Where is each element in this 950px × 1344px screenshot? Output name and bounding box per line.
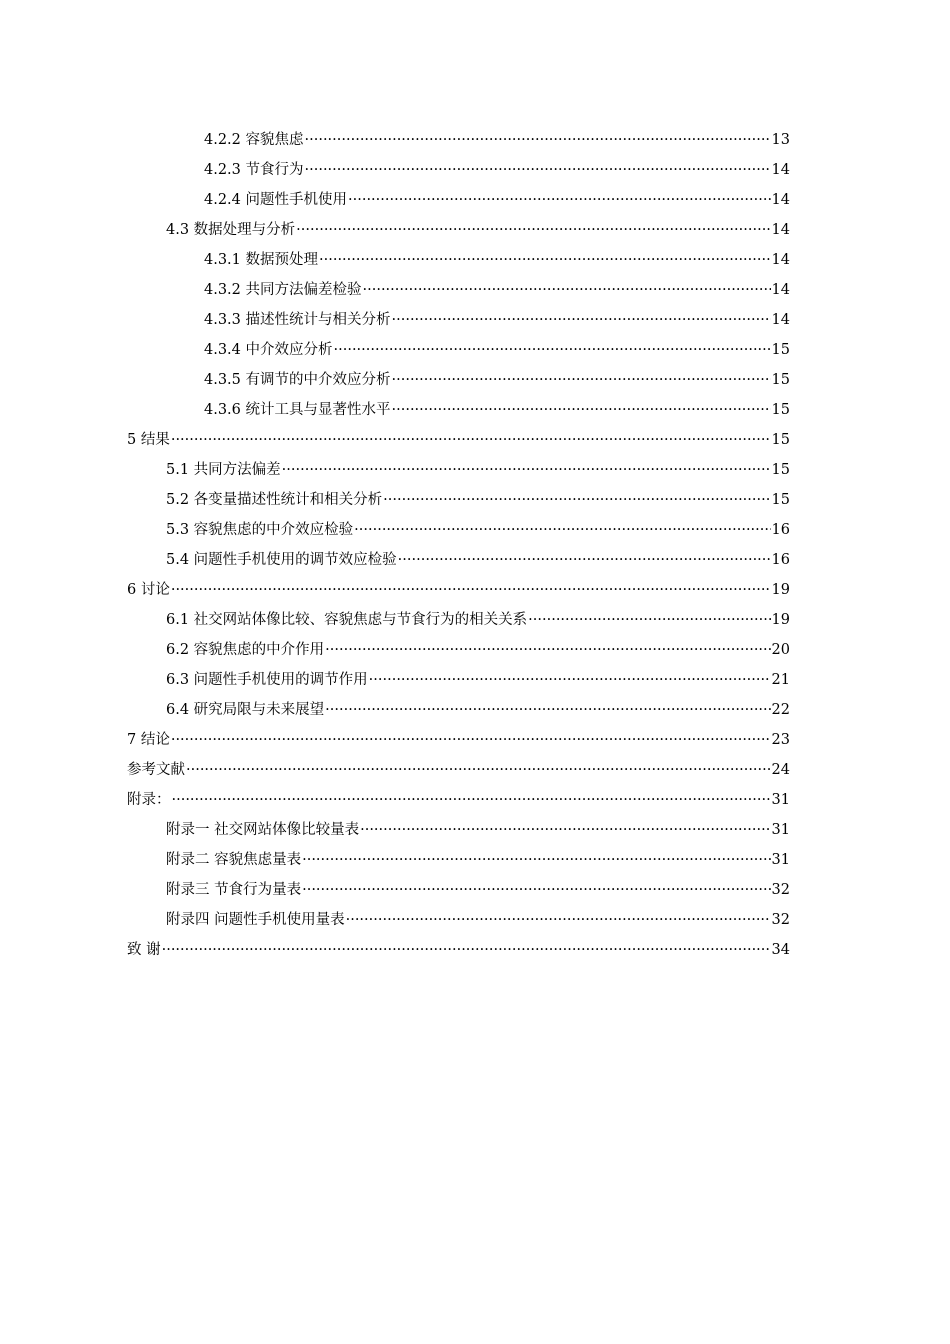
toc-entry[interactable] [0,425,950,455]
toc-leader-dots [302,845,770,875]
toc-entry-title: 5.1 共同方法偏差 [166,462,281,478]
toc-leader-dots [319,245,771,275]
toc-entry-page: 15 [771,372,790,388]
toc-entry-page: 22 [771,702,790,718]
toc-entry-page: 19 [771,582,790,598]
toc-leader-dots [305,155,771,185]
toc-entry-page: 20 [771,642,790,658]
toc-leader-dots [325,695,770,725]
toc-leader-dots [334,335,771,365]
toc-entry[interactable] [0,185,950,215]
toc-entry-page: 16 [771,552,790,568]
toc-leader-dots [363,275,771,305]
toc-entry-title: 5.2 各变量描述性统计和相关分析 [166,492,383,508]
toc-leader-dots [392,305,771,335]
toc-entry-page: 31 [771,852,790,868]
toc-entry-title: 6 讨论 [127,582,170,598]
toc-entry-page: 15 [771,492,790,508]
toc-entry-title: 4.3 数据处理与分析 [166,222,296,238]
toc-entry-title: 附录： [127,792,171,808]
toc-leader-dots [171,725,771,755]
toc-entry-page: 14 [771,192,790,208]
toc-entry-page: 19 [771,612,790,628]
toc-entry-title: 附录四 问题性手机使用量表 [166,912,345,928]
toc-leader-dots [398,545,771,575]
toc-leader-dots [392,365,771,395]
toc-entry-title: 4.3.1 数据预处理 [204,252,319,268]
toc-entry-page: 31 [771,822,790,838]
toc-entry-title: 4.3.4 中介效应分析 [204,342,333,358]
toc-entry[interactable] [0,245,950,275]
toc-entry-title: 4.3.5 有调节的中介效应分析 [204,372,391,388]
toc-entry-page: 14 [771,222,790,238]
toc-leader-dots [360,815,770,845]
toc-entry[interactable] [0,395,950,425]
toc-entry-page: 15 [771,342,790,358]
toc-leader-dots [369,665,771,695]
toc-leader-dots [282,455,771,485]
toc-entry[interactable] [0,305,950,335]
toc-entry-title: 4.2.2 容貌焦虑 [204,132,304,148]
toc-entry[interactable] [0,725,950,755]
toc-entry[interactable] [0,755,950,785]
toc-leader-dots [348,185,771,215]
toc-entry-page: 34 [771,942,790,958]
toc-entry[interactable] [0,785,950,815]
toc-entry[interactable] [0,275,950,305]
toc-leader-dots [528,605,770,635]
toc-leader-dots [383,485,770,515]
toc-leader-dots [171,575,771,605]
toc-entry[interactable] [0,125,950,155]
toc-entry[interactable] [0,545,950,575]
toc-entry[interactable] [0,905,950,935]
toc-leader-dots [354,515,770,545]
toc-entry-title: 4.2.3 节食行为 [204,162,304,178]
toc-entry[interactable] [0,635,950,665]
toc-entry[interactable] [0,485,950,515]
toc-entry-page: 14 [771,162,790,178]
toc-entry-page: 32 [771,912,790,928]
toc-entry-title: 5.4 问题性手机使用的调节效应检验 [166,552,397,568]
toc-entry-page: 24 [771,762,790,778]
toc-entry-title: 4.3.3 描述性统计与相关分析 [204,312,391,328]
toc-entry-page: 15 [771,432,790,448]
toc-leader-dots [171,425,771,455]
toc-entry[interactable] [0,605,950,635]
toc-entry[interactable] [0,815,950,845]
toc-entry[interactable] [0,335,950,365]
toc-leader-dots [346,905,771,935]
toc-entry[interactable] [0,695,950,725]
toc-leader-dots [186,755,771,785]
toc-leader-dots [162,935,771,965]
toc-entry[interactable] [0,155,950,185]
toc-entry-title: 6.1 社交网站体像比较、容貌焦虑与节食行为的相关关系 [166,612,528,628]
toc-entry-title: 6.4 研究局限与未来展望 [166,702,325,718]
toc-leader-dots [392,395,771,425]
toc-entry-title: 6.2 容貌焦虑的中介作用 [166,642,325,658]
toc-entry-page: 14 [771,252,790,268]
toc-entry[interactable] [0,935,950,965]
toc-entry-title: 致 谢 [127,942,161,958]
toc-entry-title: 5 结果 [127,432,170,448]
toc-entry-page: 15 [771,462,790,478]
toc-entry[interactable] [0,455,950,485]
toc-entry-page: 31 [771,792,790,808]
toc-leader-dots [302,875,770,905]
toc-entry-page: 15 [771,402,790,418]
toc-entry-page: 23 [771,732,790,748]
toc-entry-title: 6.3 问题性手机使用的调节作用 [166,672,368,688]
toc-entry-title: 附录二 容貌焦虑量表 [166,852,302,868]
toc-entry-page: 13 [771,132,790,148]
toc-entry[interactable] [0,515,950,545]
toc-entry-page: 14 [771,312,790,328]
toc-entry[interactable] [0,875,950,905]
toc-entry[interactable] [0,365,950,395]
toc-leader-dots [305,125,771,155]
toc-entry-title: 附录三 节食行为量表 [166,882,302,898]
toc-entry-title: 4.3.6 统计工具与显著性水平 [204,402,391,418]
toc-entry[interactable] [0,575,950,605]
toc-entry[interactable] [0,215,950,245]
toc-entry-page: 14 [771,282,790,298]
toc-entry-title: 附录一 社交网站体像比较量表 [166,822,360,838]
table-of-contents [0,125,950,965]
toc-entry-title: 5.3 容貌焦虑的中介效应检验 [166,522,354,538]
toc-leader-dots [296,215,770,245]
toc-entry-page: 16 [771,522,790,538]
toc-entry-title: 4.3.2 共同方法偏差检验 [204,282,362,298]
toc-entry-title: 参考文献 [127,762,185,778]
toc-entry-title: 7 结论 [127,732,170,748]
toc-entry[interactable] [0,845,950,875]
toc-leader-dots [325,635,770,665]
toc-leader-dots [172,785,771,815]
toc-entry-page: 21 [771,672,790,688]
toc-entry[interactable] [0,665,950,695]
toc-entry-title: 4.2.4 问题性手机使用 [204,192,348,208]
toc-entry-page: 32 [771,882,790,898]
